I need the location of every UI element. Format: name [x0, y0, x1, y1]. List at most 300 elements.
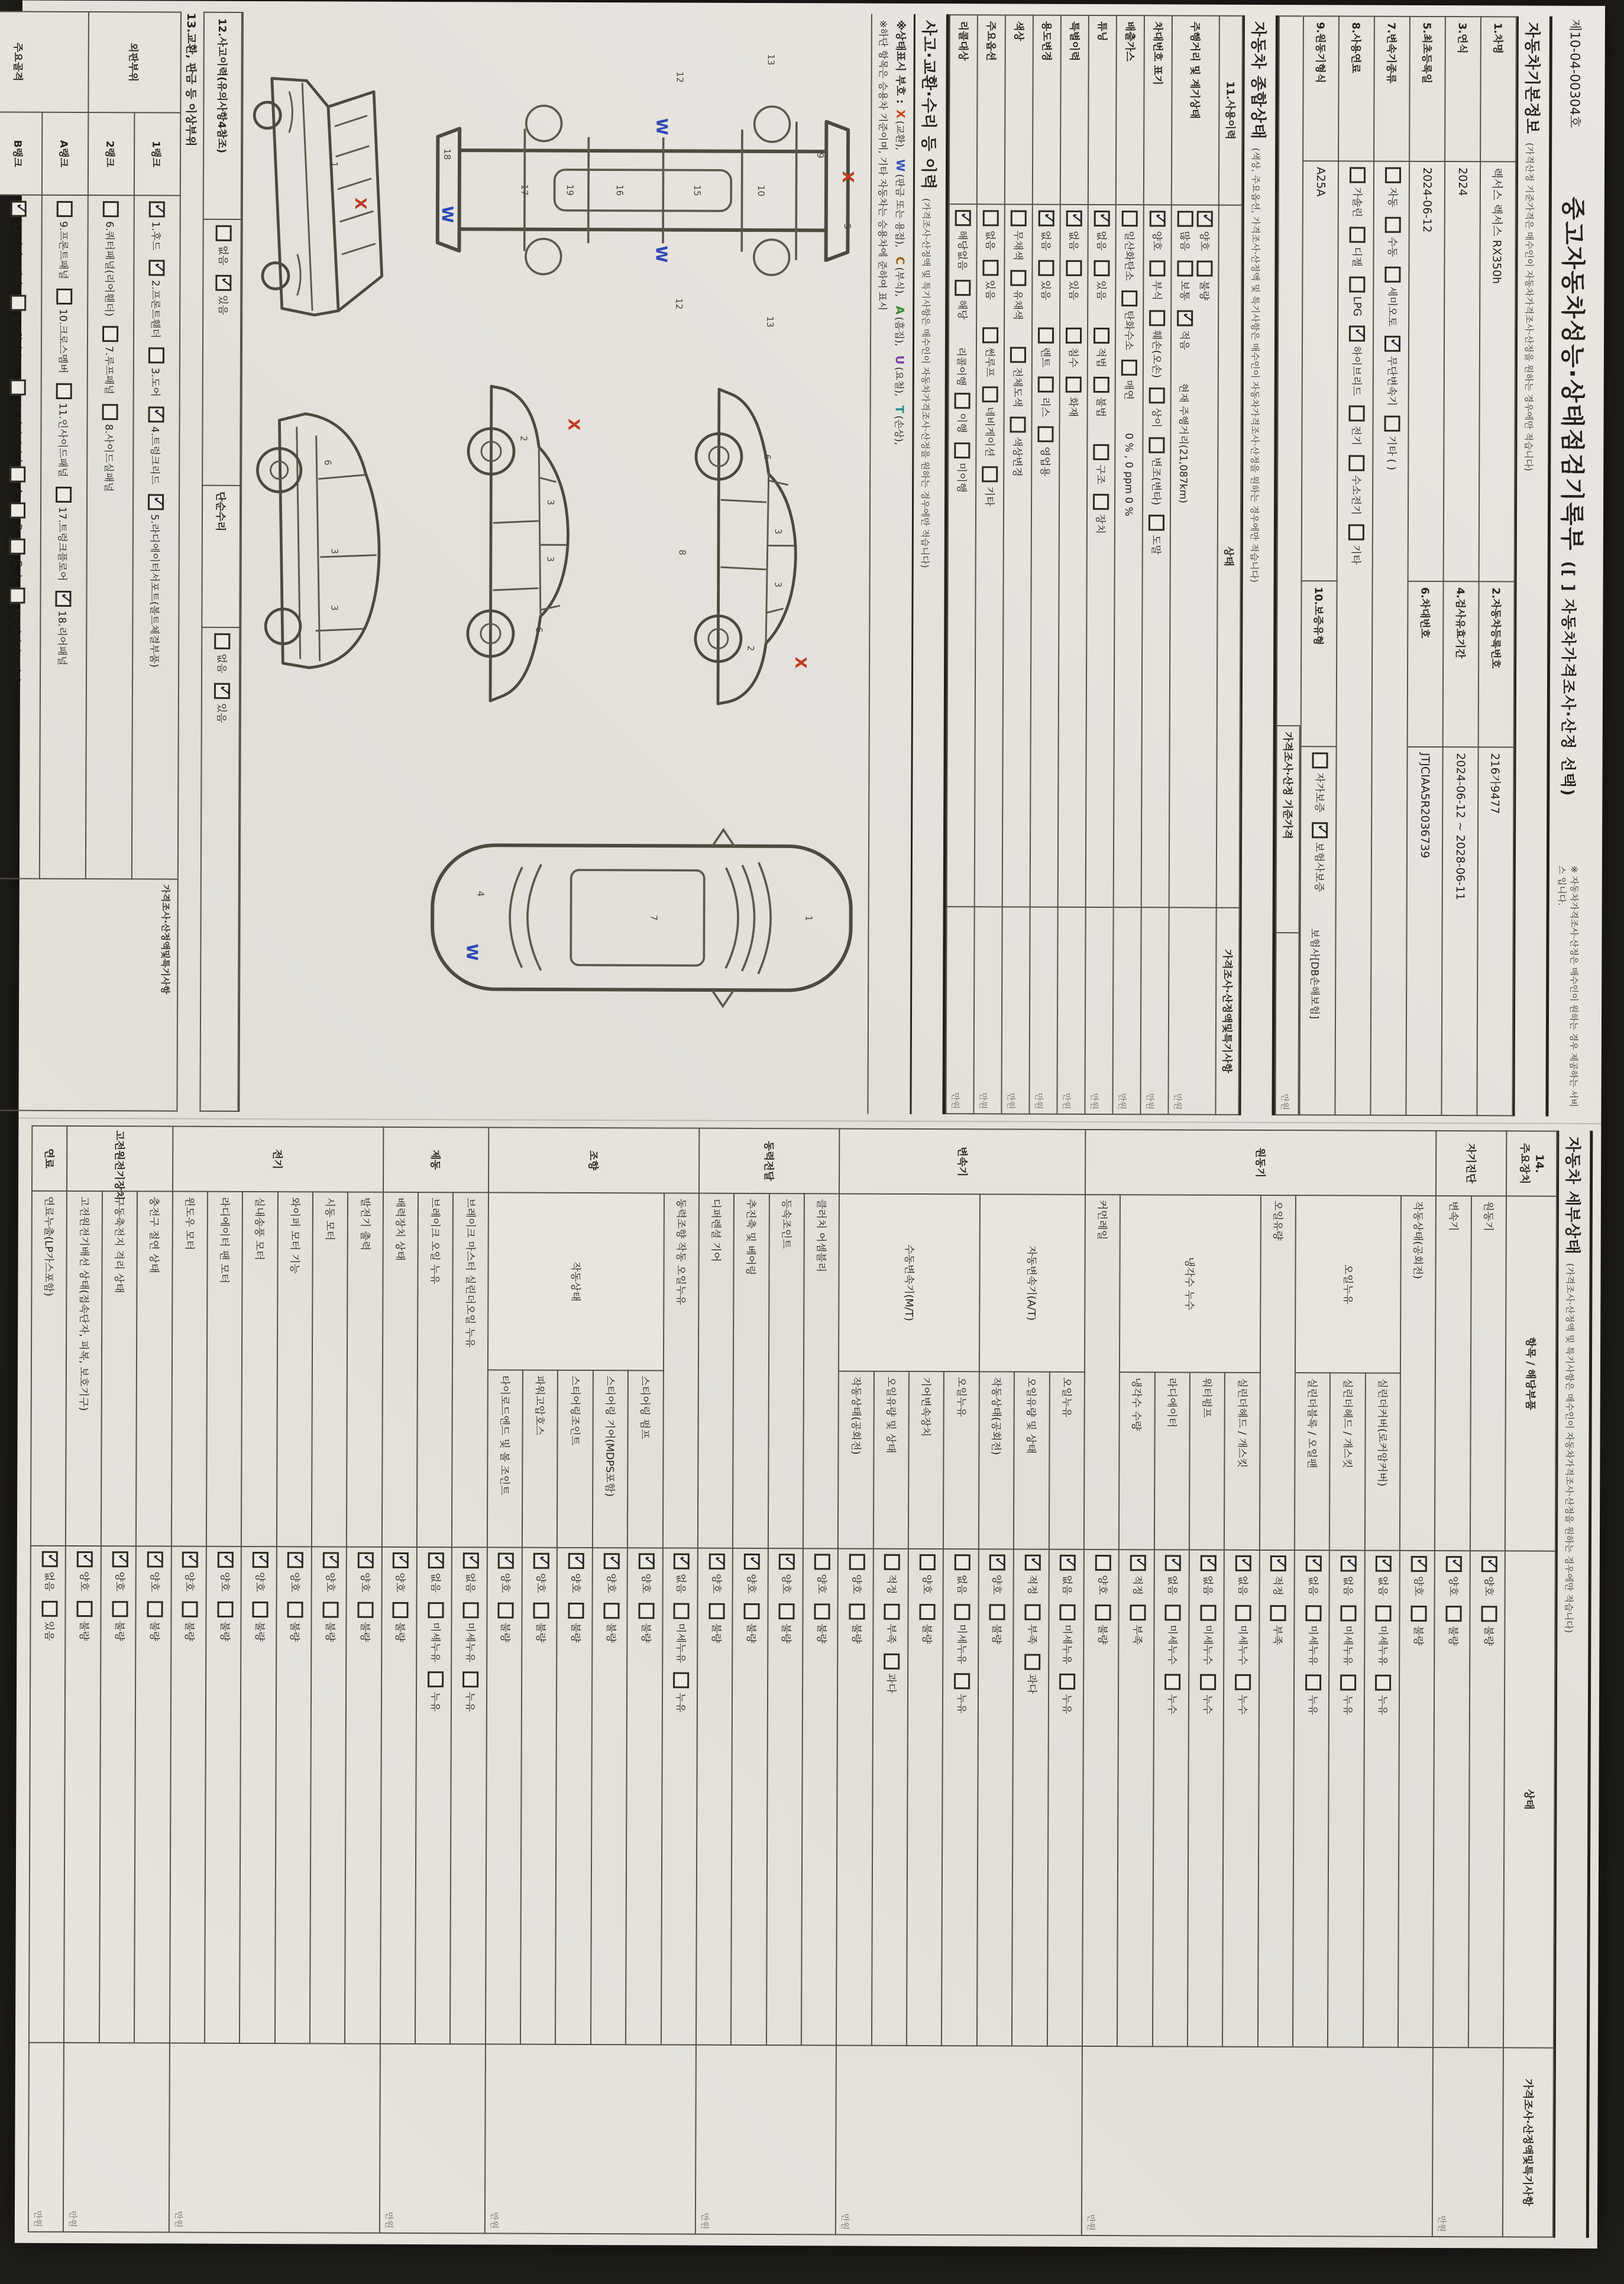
option	[709, 1554, 724, 1594]
checkbox[interactable]	[147, 1601, 163, 1617]
checkbox-checked[interactable]	[147, 1551, 163, 1567]
option-label: 없음	[1095, 230, 1107, 251]
option-label: 누유	[464, 1691, 476, 1712]
checkbox[interactable]	[9, 538, 25, 554]
checkbox[interactable]	[1385, 167, 1401, 183]
checkbox[interactable]	[982, 327, 998, 343]
checkbox[interactable]	[1446, 1606, 1462, 1622]
checkbox[interactable]	[1385, 217, 1401, 233]
checkbox-checked[interactable]	[1060, 1555, 1076, 1571]
checkbox[interactable]	[779, 1603, 795, 1619]
part-number-label: 19	[564, 184, 575, 196]
part-item-label: 브레이크 오일 누유	[417, 1192, 453, 1547]
option	[1095, 1604, 1111, 1645]
accident-history-label: 12.사고이력(유의사항4참조)	[203, 12, 242, 219]
checkbox-checked[interactable]	[1376, 1556, 1392, 1572]
option	[1235, 1555, 1251, 1596]
checkbox[interactable]	[428, 1672, 444, 1688]
part-number-label: 18	[441, 148, 453, 160]
part-item-label: 변속기	[1435, 1196, 1471, 1551]
checkbox[interactable]	[989, 1604, 1005, 1620]
checkbox[interactable]	[56, 487, 72, 503]
checkbox-checked[interactable]	[1446, 1556, 1462, 1572]
option	[215, 225, 231, 266]
checkbox[interactable]	[41, 1601, 57, 1617]
checkbox-checked[interactable]	[77, 1551, 93, 1567]
option	[1130, 1555, 1146, 1595]
option-label: 매연	[1122, 380, 1134, 400]
checkbox[interactable]	[849, 1554, 865, 1570]
checkbox-checked[interactable]	[744, 1554, 760, 1570]
option-label: 14.필러패널	[10, 399, 23, 455]
checkbox[interactable]	[1130, 1604, 1146, 1620]
checkbox[interactable]	[982, 260, 998, 276]
checkbox[interactable]	[112, 1601, 128, 1617]
option-label: 있음	[1095, 280, 1107, 300]
option-label: 11.인사이드패널	[56, 403, 69, 478]
checkbox[interactable]	[1149, 387, 1165, 403]
checkbox-checked[interactable]	[358, 1552, 374, 1568]
checkbox[interactable]	[1348, 525, 1364, 541]
checkbox[interactable]	[1270, 1605, 1286, 1621]
item-label: 주행거리 및 계기상태	[1172, 15, 1219, 205]
option	[1349, 276, 1365, 316]
checkbox[interactable]	[1038, 377, 1054, 393]
option	[568, 1603, 584, 1643]
checkbox[interactable]	[673, 1672, 689, 1688]
option	[743, 1603, 759, 1644]
exchange-header: 13.교환, 판금 등 이상부위	[183, 12, 198, 147]
option-label: 없음	[216, 245, 229, 266]
option-label: 양호	[183, 1571, 195, 1592]
option	[112, 1601, 128, 1641]
checkbox[interactable]	[1093, 444, 1109, 460]
checkbox[interactable]	[982, 387, 998, 403]
price-cell: 만원	[63, 2043, 169, 2233]
checkbox[interactable]	[182, 1601, 198, 1617]
checkbox[interactable]	[982, 466, 998, 482]
checkbox-checked[interactable]	[149, 260, 165, 276]
checkbox[interactable]	[1481, 1606, 1497, 1622]
checkbox-checked[interactable]	[1130, 1555, 1146, 1571]
checkbox-checked[interactable]	[1384, 336, 1400, 352]
part-item-label: 배력장치 상태	[382, 1192, 418, 1547]
checkbox-checked[interactable]	[989, 1554, 1005, 1570]
checkbox[interactable]	[1121, 290, 1137, 306]
part-number-label: 15	[692, 185, 703, 196]
checkbox[interactable]	[1066, 260, 1082, 276]
checkbox[interactable]	[743, 1603, 759, 1619]
checkbox[interactable]	[322, 1602, 338, 1617]
option-group	[1010, 347, 1026, 486]
checkbox[interactable]	[1095, 1555, 1111, 1571]
checkbox[interactable]	[1095, 1604, 1111, 1620]
checkbox[interactable]	[1037, 426, 1053, 442]
checkbox[interactable]	[1376, 1605, 1392, 1621]
checkbox-checked[interactable]	[568, 1553, 584, 1569]
checkbox[interactable]	[1066, 327, 1082, 343]
part-item-label: 원동기	[1470, 1196, 1506, 1551]
option-group	[428, 1552, 444, 1721]
part-number-label: 12	[674, 71, 685, 83]
option	[1037, 426, 1053, 477]
checkbox-checked[interactable]	[1150, 211, 1166, 227]
checkbox-checked[interactable]	[42, 1551, 58, 1567]
checkbox-checked[interactable]	[112, 1551, 128, 1567]
checkbox[interactable]	[102, 404, 118, 420]
option	[849, 1554, 865, 1594]
checkbox[interactable]	[1341, 1605, 1357, 1621]
checkbox-checked[interactable]	[148, 494, 164, 510]
checkbox-checked[interactable]	[56, 591, 72, 607]
checkbox-checked[interactable]	[1411, 1556, 1427, 1572]
accident-history-options	[202, 219, 241, 486]
state-cell	[1398, 1551, 1435, 2047]
option	[814, 1603, 830, 1644]
detail-state-table	[28, 1125, 1558, 2238]
checkbox[interactable]	[428, 1602, 444, 1618]
checkbox[interactable]	[638, 1603, 654, 1619]
part-number-label: 2	[518, 435, 529, 442]
checkbox[interactable]	[954, 1674, 970, 1690]
checkbox[interactable]	[955, 1554, 970, 1570]
option-group	[1094, 328, 1110, 427]
checkbox-checked[interactable]	[463, 1552, 479, 1568]
checkbox[interactable]	[920, 1554, 936, 1570]
part-item-label: 실린더헤드 / 개스킷	[1329, 1373, 1365, 1550]
checkbox[interactable]	[1384, 415, 1400, 431]
checkbox[interactable]	[955, 1604, 970, 1620]
checkbox[interactable]	[1010, 347, 1026, 363]
car-outline	[645, 371, 866, 719]
checkbox[interactable]	[1164, 1674, 1180, 1690]
option-label: 있음	[984, 280, 996, 300]
option	[1305, 1605, 1321, 1665]
checkbox[interactable]	[102, 326, 118, 342]
option-label: 양호	[850, 1574, 862, 1594]
option-label: 양호	[499, 1573, 512, 1593]
checkbox[interactable]	[1305, 1675, 1321, 1691]
part-number-label: 9	[815, 153, 826, 158]
checkbox[interactable]	[1010, 270, 1026, 286]
option-label: 없음	[1201, 1575, 1214, 1596]
checkbox[interactable]	[1093, 494, 1109, 510]
part-number-label: 3	[329, 605, 340, 611]
checkbox-checked[interactable]	[603, 1553, 619, 1569]
legend-codes: ※상태표시 부호 :X(교환), W(판금 또는 용접), C(부식), A(흠집), U(요철), T(손상),	[892, 20, 907, 445]
section-accident-history: 사고·교환·수리 등 이력 (가격조사·산정액 및 특기사항은 매수인이 자동차가격조사·산정을 원하는 경우에만 적습니다)	[910, 14, 949, 1114]
col-state: 상태	[1503, 1551, 1555, 2047]
option	[954, 393, 970, 433]
part-item-label: 오일유량 및 상태	[874, 1371, 909, 1549]
checkbox[interactable]	[1349, 276, 1365, 292]
checkbox[interactable]	[57, 201, 73, 217]
checkbox[interactable]	[462, 1672, 478, 1688]
checkbox[interactable]	[1094, 377, 1109, 393]
checkbox[interactable]	[1024, 1604, 1040, 1620]
option-label: 불량	[218, 1621, 231, 1642]
option-label: 양호	[358, 1572, 371, 1593]
state-cell	[1117, 1549, 1154, 2046]
checkbox[interactable]	[57, 289, 73, 305]
checkbox-checked[interactable]	[955, 210, 971, 226]
checkbox[interactable]	[919, 1604, 935, 1620]
checkbox[interactable]	[884, 1653, 900, 1669]
option-label: 불량	[569, 1622, 581, 1643]
option-label: 보험사보증	[1312, 842, 1325, 892]
checkbox[interactable]	[884, 1604, 900, 1620]
checkbox[interactable]	[9, 588, 25, 604]
state-cell	[591, 1548, 627, 2044]
checkbox[interactable]	[955, 280, 970, 296]
checkbox[interactable]	[1149, 260, 1165, 276]
checkbox-checked[interactable]	[1312, 822, 1328, 838]
state-cell	[696, 1548, 733, 2045]
checkbox-checked[interactable]	[1270, 1555, 1286, 1571]
checkbox[interactable]	[1349, 405, 1365, 421]
checkbox[interactable]	[603, 1603, 619, 1619]
option	[215, 275, 231, 315]
checkbox[interactable]	[1376, 1675, 1392, 1691]
option-label: 19.패키지트레이	[9, 607, 22, 682]
checkbox[interactable]	[954, 442, 970, 458]
checkbox[interactable]	[1094, 260, 1109, 276]
checkbox[interactable]	[56, 383, 72, 399]
checkbox-checked[interactable]	[287, 1552, 303, 1568]
state-cell	[134, 1546, 171, 2043]
checkbox[interactable]	[287, 1602, 303, 1617]
checkbox[interactable]	[214, 633, 230, 649]
checkbox[interactable]	[10, 379, 26, 395]
checkbox[interactable]	[1066, 377, 1082, 393]
option	[1060, 1555, 1076, 1595]
checkbox[interactable]	[955, 393, 970, 409]
checkbox[interactable]	[393, 1602, 409, 1618]
checkbox[interactable]	[463, 1602, 479, 1618]
price-cell: 만원	[28, 2043, 64, 2232]
plate-number-value: 216가9477	[1477, 747, 1513, 1115]
checkbox-checked[interactable]	[322, 1552, 338, 1568]
checkbox[interactable]	[77, 1601, 93, 1617]
option-group	[1196, 211, 1213, 310]
checkbox[interactable]	[1235, 1674, 1251, 1690]
part-item-label: 충전구 절연 상태	[136, 1191, 172, 1546]
checkbox[interactable]	[103, 201, 119, 217]
warranty-type-cell	[1299, 746, 1336, 1115]
checkbox[interactable]	[1196, 260, 1212, 276]
option	[1093, 444, 1109, 484]
checkbox-checked[interactable]	[1177, 310, 1193, 326]
option-label: 양호	[745, 1573, 757, 1594]
option-group	[41, 1551, 58, 1651]
option-group	[215, 225, 232, 325]
checkbox-checked[interactable]	[393, 1552, 409, 1568]
state-cell	[1082, 1549, 1119, 2046]
checkbox-checked[interactable]	[709, 1554, 724, 1570]
part-item-label: 브레이크 마스터 실린더오일 누유	[452, 1192, 488, 1547]
checkbox-checked[interactable]	[11, 201, 27, 217]
checkbox[interactable]	[1011, 210, 1027, 226]
checkbox[interactable]	[1177, 260, 1193, 276]
part-item-label: 추진축 및 베어링	[733, 1193, 769, 1548]
checkbox-checked[interactable]	[428, 1552, 444, 1568]
checkbox[interactable]	[1149, 515, 1164, 530]
price-cell: 만원	[973, 907, 1002, 1114]
checkbox[interactable]	[1411, 1606, 1426, 1622]
checkbox-checked[interactable]	[674, 1554, 690, 1570]
part-number-label: 4	[475, 891, 487, 897]
option-label: 없음	[215, 653, 228, 674]
option-label: 구조	[1094, 464, 1107, 485]
checkbox[interactable]	[1024, 1654, 1040, 1670]
option	[357, 1602, 373, 1642]
checkbox-checked[interactable]	[779, 1554, 795, 1570]
checkbox[interactable]	[1059, 1674, 1075, 1690]
option-label: 장치	[1094, 514, 1106, 534]
part-number-label: 10	[756, 185, 767, 197]
option	[217, 1602, 233, 1642]
option	[982, 260, 998, 300]
option-group	[533, 1553, 549, 1652]
checkbox[interactable]	[498, 1602, 514, 1618]
checkbox-checked[interactable]	[149, 201, 165, 217]
option	[1445, 1606, 1461, 1646]
checkbox[interactable]	[1149, 437, 1164, 453]
checkbox[interactable]	[217, 1602, 233, 1617]
option-label: 양호	[604, 1573, 617, 1593]
checkbox[interactable]	[1305, 1605, 1321, 1621]
checkbox[interactable]	[814, 1603, 830, 1619]
checkbox[interactable]	[1312, 752, 1328, 768]
checkbox[interactable]	[1235, 1605, 1251, 1621]
checkbox[interactable]	[1038, 260, 1054, 276]
checkbox[interactable]	[1165, 1604, 1181, 1620]
option-group	[76, 1551, 93, 1651]
checkbox-checked[interactable]	[1025, 1555, 1041, 1571]
option	[1200, 1674, 1216, 1714]
checkbox[interactable]	[1010, 417, 1025, 433]
option-label: 누수	[1166, 1694, 1178, 1714]
checkbox-checked[interactable]	[1039, 211, 1054, 227]
checkbox[interactable]	[849, 1603, 865, 1619]
checkbox[interactable]	[674, 1603, 690, 1619]
option	[1411, 1556, 1426, 1596]
option-label: 미세누유	[1341, 1625, 1354, 1665]
checkbox-checked[interactable]	[1235, 1555, 1251, 1571]
option	[287, 1602, 303, 1642]
checkbox[interactable]	[1177, 211, 1193, 227]
option-label: 불량	[148, 1621, 160, 1642]
checkbox[interactable]	[1094, 328, 1109, 344]
checkbox-checked[interactable]	[1066, 211, 1082, 227]
option-label: 불량	[779, 1623, 792, 1644]
option-label: 누유	[1306, 1694, 1318, 1715]
option-label: 무단변속기	[1385, 355, 1397, 406]
state-cell	[872, 1549, 908, 2046]
checkbox-checked[interactable]	[214, 683, 230, 699]
checkbox[interactable]	[1149, 310, 1165, 326]
checkbox[interactable]	[1200, 1604, 1216, 1620]
checkbox[interactable]	[1122, 211, 1138, 227]
col-state: 상태	[1217, 205, 1242, 908]
checkbox-checked[interactable]	[1349, 326, 1365, 342]
option-label: 세미오토	[1386, 286, 1398, 327]
option	[744, 1554, 760, 1594]
engine-type-value: A25A	[1302, 161, 1338, 581]
checkbox-checked[interactable]	[1341, 1555, 1357, 1571]
checkbox[interactable]	[709, 1603, 724, 1619]
option-group	[357, 1552, 374, 1652]
option-label: 기타	[1349, 544, 1361, 565]
checkbox-checked[interactable]	[182, 1552, 198, 1568]
checkbox-checked[interactable]	[639, 1553, 655, 1569]
option	[533, 1603, 549, 1643]
checkbox[interactable]	[1340, 1675, 1356, 1691]
checkbox[interactable]	[1350, 227, 1366, 242]
checkbox[interactable]	[1348, 455, 1364, 471]
option-label: 누유	[1060, 1694, 1073, 1714]
checkbox-checked[interactable]	[1165, 1555, 1181, 1571]
checkbox[interactable]	[1350, 167, 1366, 183]
option	[41, 1551, 57, 1591]
checkbox-checked[interactable]	[533, 1553, 549, 1569]
option	[1164, 1674, 1180, 1714]
checkbox[interactable]	[10, 467, 26, 483]
option-label: 무채색	[1011, 230, 1024, 261]
checkbox-checked[interactable]	[1197, 211, 1213, 227]
checkbox[interactable]	[9, 502, 25, 518]
checkbox-checked[interactable]	[498, 1552, 514, 1568]
checkbox-checked[interactable]	[217, 1552, 233, 1568]
page-2	[23, 1125, 1593, 2238]
checkbox-checked[interactable]	[148, 406, 164, 422]
checkbox[interactable]	[252, 1602, 268, 1617]
checkbox[interactable]	[1038, 327, 1054, 343]
state-cell	[801, 1548, 838, 2045]
title-block	[1548, 17, 1596, 1117]
checkbox[interactable]	[533, 1603, 549, 1619]
checkbox-checked[interactable]	[1200, 1555, 1216, 1571]
diagram-right-side-view	[413, 367, 642, 723]
checkbox-checked[interactable]	[253, 1552, 268, 1568]
checkbox[interactable]	[1384, 266, 1400, 282]
checkbox[interactable]	[358, 1602, 374, 1617]
field-label: 2.자동차등록번호	[1479, 581, 1515, 747]
option-label: 적정	[1131, 1575, 1143, 1596]
checkbox[interactable]	[215, 225, 231, 241]
checkbox[interactable]	[568, 1603, 584, 1619]
checkbox[interactable]	[11, 295, 27, 311]
checkbox[interactable]	[983, 210, 999, 226]
part-number-label: 6	[533, 627, 545, 633]
checkbox[interactable]	[1200, 1674, 1216, 1690]
checkbox[interactable]	[884, 1554, 900, 1570]
option-label: 없음	[43, 1571, 55, 1591]
checkbox[interactable]	[1121, 360, 1137, 376]
checkbox-checked[interactable]	[1481, 1556, 1497, 1572]
checkbox[interactable]	[814, 1554, 830, 1570]
checkbox[interactable]	[148, 348, 164, 364]
checkbox[interactable]	[1060, 1604, 1076, 1620]
checkbox-checked[interactable]	[1094, 211, 1110, 227]
checkbox-checked[interactable]	[215, 275, 231, 291]
option-label: 불량	[1198, 280, 1210, 301]
title-note: ※ 자동차가격조사·산정은 매수인이 원하는 경우 제공하는 서비스 입니다.	[1556, 865, 1580, 1108]
option-label: 없음	[955, 1574, 968, 1595]
checkbox-checked[interactable]	[1305, 1555, 1321, 1571]
option-group	[1094, 211, 1110, 310]
option	[1066, 327, 1082, 367]
